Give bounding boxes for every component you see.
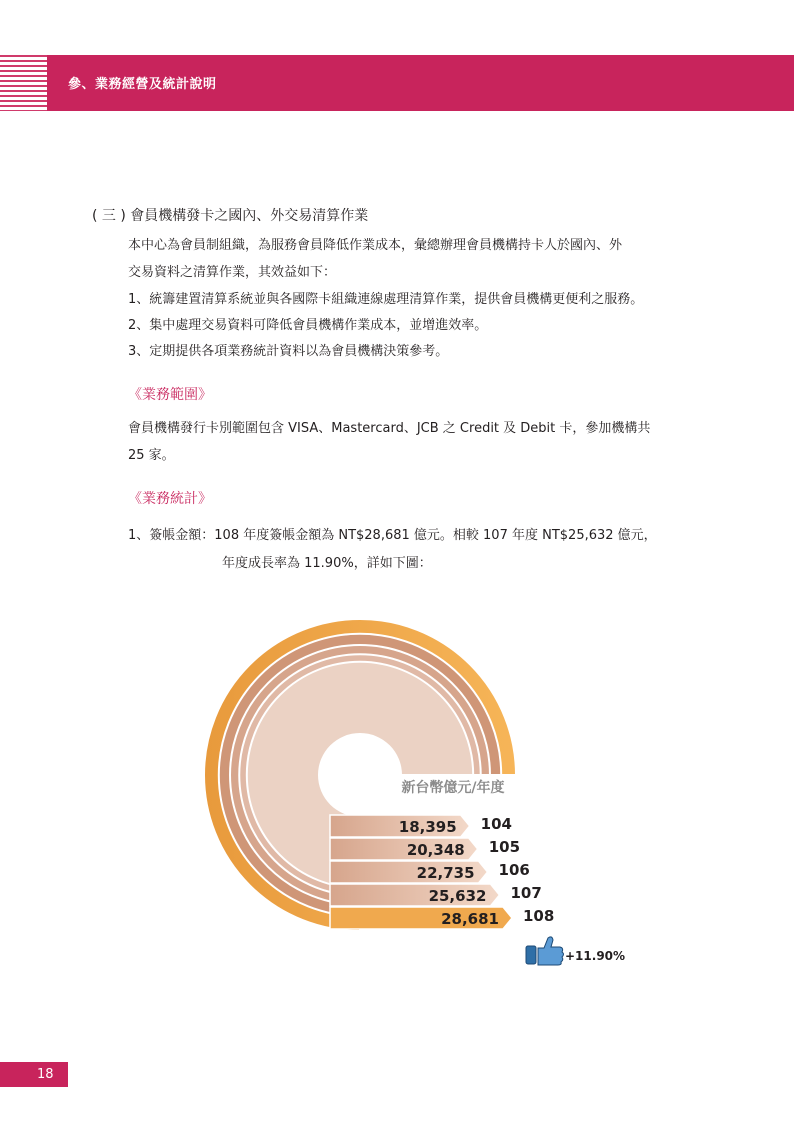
year-label-106: 106 bbox=[498, 861, 530, 879]
header-bar bbox=[47, 55, 794, 111]
stats-item-1-line-2: 年度成長率為 11.90%，詳如下圖： bbox=[222, 556, 432, 571]
scope-heading: 《業務範圍》 bbox=[128, 387, 212, 403]
intro-line-1: 本中心為會員制組織，為服務會員降低作業成本，彙總辦理會員機構持卡人於國內、外 bbox=[128, 238, 623, 253]
thumbs-up-icon bbox=[526, 937, 564, 965]
year-label-104: 104 bbox=[480, 815, 512, 833]
section-title: ( 三 ) 會員機構發卡之國內、外交易清算作業 bbox=[92, 208, 369, 224]
chart-unit-label: 新台幣億元/年度 bbox=[401, 780, 505, 796]
transaction-amount-chart bbox=[0, 580, 794, 980]
page-number: 18 bbox=[37, 1067, 54, 1082]
value-label-106: 22,735 bbox=[416, 864, 475, 882]
benefit-3: 3、定期提供各項業務統計資料以為會員機構決策參考。 bbox=[128, 344, 449, 359]
value-label-105: 20,348 bbox=[406, 841, 465, 859]
intro-line-2: 交易資料之清算作業，其效益如下： bbox=[128, 265, 337, 280]
value-label-104: 18,395 bbox=[398, 818, 457, 836]
value-label-107: 25,632 bbox=[428, 887, 487, 905]
benefit-2: 2、集中處理交易資料可降低會員機構作業成本，並增進效率。 bbox=[128, 318, 488, 333]
scope-line-1: 會員機構發行卡別範圍包含 VISA、Mastercard、JCB 之 Credit 及 Debit 卡，參加機構共 bbox=[128, 421, 651, 436]
stats-heading: 《業務統計》 bbox=[128, 491, 212, 507]
year-label-107: 107 bbox=[510, 884, 542, 902]
page-number-box bbox=[0, 1062, 68, 1087]
scope-line-2: 25 家。 bbox=[128, 448, 175, 463]
benefit-1: 1、統籌建置清算系統並與各國際卡組織連線處理清算作業，提供會員機構更便利之服務。 bbox=[128, 292, 644, 307]
year-label-105: 105 bbox=[488, 838, 521, 856]
header-stripes bbox=[0, 55, 47, 111]
chart-marks bbox=[330, 815, 554, 929]
ring-center bbox=[318, 733, 402, 817]
year-label-108: 108 bbox=[523, 907, 555, 925]
header-title: 參、業務經營及統計說明 bbox=[68, 77, 217, 92]
stats-item-1-line-1: 1、簽帳金額：108 年度簽帳金額為 NT$28,681 億元。相較 107 年度 NT$25,632 億元， bbox=[128, 528, 657, 543]
value-label-108: 28,681 bbox=[441, 910, 499, 928]
growth-label: +11.90% bbox=[565, 949, 626, 963]
stats-item-1 bbox=[128, 522, 657, 578]
